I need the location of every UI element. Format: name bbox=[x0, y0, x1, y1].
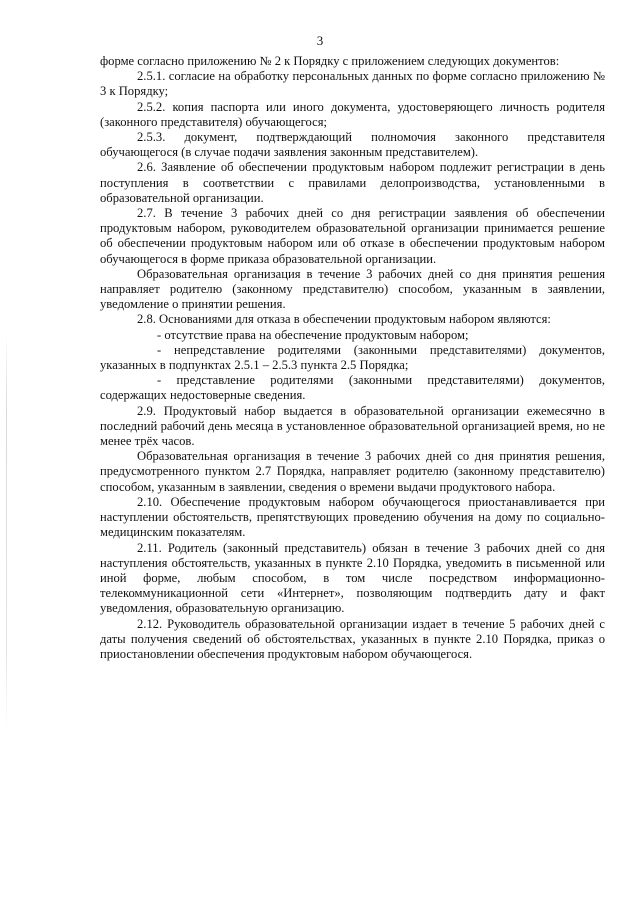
document-body bbox=[100, 54, 605, 662]
list-item-refusal-1: - отсутствие права на обеспечение продуктовым набором; bbox=[157, 327, 469, 342]
paragraph-2-5-1: 2.5.1. согласие на обработку персональных данных по форме согласно приложению № 3 к Порядку; bbox=[100, 69, 605, 99]
paragraph-2-10: 2.10. Обеспечение продуктовым набором обучающегося приостанавливается при наступлении обстоятельств, препятствующих проведению обучения на дому по социально-медицинским показателям. bbox=[100, 494, 605, 540]
paragraph-2-7: 2.7. В течение 3 рабочих дней со дня регистрации заявления об обеспечении продуктовым набором, руководителем образовательной организации принимается решение об обеспечении продуктовым набором или об отказе в обеспечении продуктовым набором обучающегося в форме приказа образовательной организации. bbox=[100, 206, 605, 266]
paragraph-2-5-2: 2.5.2. копия паспорта или иного документа, удостоверяющего личность родителя (законного представителя) обучающегося; bbox=[100, 99, 605, 129]
paragraph-2-12: 2.12. Руководитель образовательной организации издает в течение 5 рабочих дней с даты получения сведений об обстоятельствах, указанных в пункте 2.10 Порядка, приказ о приостановлении обеспечения продуктовым набором обучающегося. bbox=[100, 616, 605, 661]
paragraph-2-5-3: 2.5.3. документ, подтверждающий полномочия законного представителя обучающегося (в случае подачи заявления законным представителем). bbox=[100, 130, 605, 160]
paragraph-continuation: форме согласно приложению № 2 к Порядку с приложением следующих документов: bbox=[100, 54, 560, 68]
paragraph-2-8: 2.8. Основаниями для отказа в обеспечении продуктовым набором являются: bbox=[137, 312, 551, 327]
paragraph-2-9-notice: Образовательная организация в течение 3 рабочих дней со дня принятия решения, предусмотренного пунктом 2.7 Порядка, направляет родителю (законному представителю) способом, указанным в заявлении, сведения о времени выдачи продуктового набора. bbox=[100, 449, 605, 494]
page-number: 3 bbox=[316, 33, 324, 48]
paragraph-2-6: 2.6. Заявление об обеспечении продуктовым набором подлежит регистрации в день поступления в соответствии с правилами делопроизводства, установленными в образовательной организации. bbox=[100, 160, 605, 205]
list-item-refusal-3: - представление родителями (законными представителями) документов, содержащих недостоверные сведения. bbox=[100, 373, 605, 403]
paragraph-2-9: 2.9. Продуктовый набор выдается в образовательной организации ежемесячно в последний рабочий день месяца в установленное образовательной организацией время, но не менее трёх часов. bbox=[100, 403, 605, 449]
scan-edge-line bbox=[6, 330, 7, 730]
paragraph-2-11: 2.11. Родитель (законный представитель) обязан в течение 3 рабочих дней со дня наступления обстоятельств, указанных в пункте 2.10 Порядка, уведомить в письменной или иной форме, любым способом, в том числе посредством информационно-телекоммуникационной сети «Интернет», позволяющим подтвердить дату и факт уведомления, образовательную организацию. bbox=[100, 540, 605, 616]
list-item-refusal-2: - непредставление родителями (законными представителями) документов, указанных в подпунктах 2.5.1 – 2.5.3 пункта 2.5 Порядка; bbox=[100, 342, 605, 373]
paragraph-2-7-notice: Образовательная организация в течение 3 рабочих дней со дня принятия решения направляет родителю (законному представителю) способом, указанным в заявлении, уведомление о принятии решения. bbox=[100, 266, 605, 312]
